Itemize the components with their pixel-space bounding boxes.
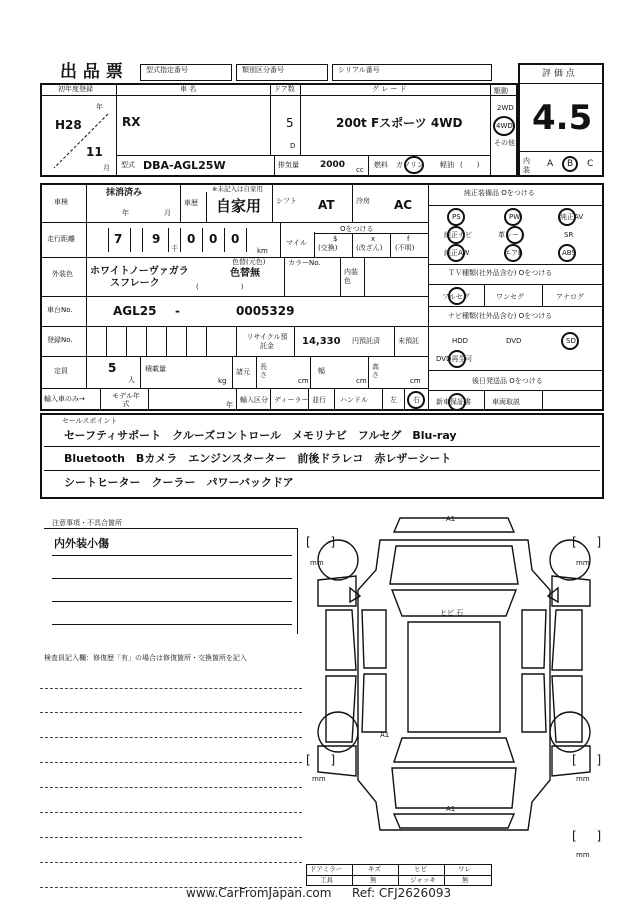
fuel-light-oil: 軽油 [440, 161, 454, 169]
shift-label: シフト [276, 197, 297, 205]
equip-abs: ABS [562, 249, 576, 257]
fuel-paren: ( ) [460, 161, 480, 169]
equip-navi-circle [447, 226, 465, 244]
model-label: 型式 [121, 161, 135, 169]
interior-grade-b-circle [562, 156, 578, 172]
load-label: 積載量 [145, 365, 166, 373]
equip-av: 純正AV [560, 213, 584, 221]
displacement-label: 排気量 [278, 161, 299, 169]
interior-grade-c: C [587, 159, 594, 169]
color-change-value: 色替無 [230, 268, 260, 279]
meter-hint: Oをつける [340, 225, 374, 233]
chassis-label: 車台No. [47, 306, 73, 314]
reg-no-label: 登録No. [47, 336, 73, 344]
color-label: 外装色 [52, 270, 73, 278]
color-no-label: カラーNo. [288, 259, 321, 267]
bracket-rr: [ ] [572, 753, 610, 767]
mileage-digit-5: 0 [231, 232, 240, 246]
model-value: DBA-AGL25W [143, 159, 226, 172]
grade-value: 200t Fスポーツ 4WD [336, 116, 463, 130]
model-year-label: モデル年式 [112, 392, 140, 408]
page-title: 出 品 票 [60, 62, 123, 82]
mm-fr: mm [576, 559, 590, 567]
mileage-digit-4: 0 [209, 232, 218, 246]
height-unit: cm [410, 377, 421, 385]
equip-pw-circle [504, 208, 522, 226]
capacity-value: 5 [108, 361, 117, 375]
first-reg-label: 初年度登録 [58, 85, 93, 93]
fuel-gasoline: ガソリン [396, 161, 424, 169]
model-year-unit: 年 [226, 401, 233, 409]
equip-sr: SR [564, 231, 574, 239]
equip-leather: 革シート [498, 231, 526, 239]
inspector-label: 検査員記入欄：修復歴「有」の場合は修復箇所・交換箇所を記入 [44, 654, 247, 662]
doors-label: ドア数 [274, 85, 295, 93]
meter-x: x [371, 235, 376, 243]
notes-label: 注意事項・不具合箇所 [52, 519, 122, 527]
tv-analog: アナログ [556, 293, 584, 301]
equip-navi: 純正ナビ [444, 231, 472, 239]
tv-oneseg: ワンセグ [496, 293, 524, 301]
mileage-thousand: 千 [171, 245, 178, 253]
color-paren: ( ) [196, 283, 244, 291]
tv-title: ＴＶ種類(社外品含む) Oをつける [448, 269, 553, 277]
sales-label: セールスポイント [62, 417, 118, 425]
left-label: 左 [390, 396, 397, 404]
doors-suffix: D [290, 142, 296, 150]
ac-label: 冷房 [356, 197, 370, 205]
year-value: H28 [55, 118, 82, 132]
color-change-label: 色替(元色) [232, 258, 266, 266]
name-label: 車 名 [180, 85, 197, 93]
equip-ps: PS [452, 213, 461, 221]
equip-ps-circle [447, 208, 465, 226]
dealer-label: ディーラー [274, 396, 309, 404]
drive-4wd: 4WD [496, 122, 513, 130]
genuine-title: 純正装備品 Oをつける [464, 189, 535, 197]
ac-value: AC [394, 198, 413, 212]
legend-scratch: キズ [368, 865, 381, 873]
legend-break: ワレ [458, 865, 471, 873]
meter-tamper: (改ざん) [356, 244, 383, 252]
meter-s: $ [333, 235, 338, 243]
later-title: 後日発送品 Oをつける [472, 377, 543, 385]
recycle-status: 円預託済 [352, 337, 380, 345]
model-cert-label: 型式指定番号 [146, 66, 188, 74]
shaken-month: 月 [164, 209, 171, 217]
interior-grade-b: B [567, 159, 574, 169]
category-label: 類別区分番号 [242, 66, 284, 74]
shaken-label: 車検 [54, 198, 68, 206]
width-unit: cm [356, 377, 367, 385]
month-value: 11 [86, 145, 103, 159]
equip-abs-circle [558, 244, 576, 262]
tv-fullseg-circle [448, 287, 466, 305]
drive-4wd-circle [493, 116, 515, 136]
mm-rr: mm [576, 775, 590, 783]
serial-label: シリアル番号 [338, 66, 380, 74]
fuel-gasoline-circle [404, 156, 424, 174]
grade-label: グ レ ー ド [372, 85, 407, 93]
code-roof: ヒビ 石 [440, 609, 464, 617]
chassis-number: 0005329 [236, 304, 295, 318]
code-rear-bumper: A1 [446, 805, 456, 813]
score-value: 4.5 [532, 98, 593, 138]
sales-line-2: Bluetooth Bカメラ エンジンスターター 前後ドラレコ 赤レザーシート [64, 452, 452, 465]
bracket-spare: [ ] [572, 829, 610, 843]
legend-tools-value: 無 [370, 876, 377, 884]
drive-label: 駆動 [494, 87, 508, 95]
width-label: 幅 [318, 367, 325, 375]
color-value-2: スフレーク [110, 278, 160, 289]
equip-aw: 純正AW [444, 249, 470, 257]
sales-line-1: セーフティサポート クルーズコントロール メモリナビ フルセグ Blu-ray [64, 429, 457, 442]
length-label: 長さ [260, 363, 267, 379]
drive-2wd: 2WD [497, 104, 514, 112]
bracket-rl: [ ] [306, 753, 344, 767]
nav-sd-circle [561, 332, 579, 350]
equip-leather-circle [506, 226, 524, 244]
meter-label: マイル [286, 239, 307, 247]
dvd-play-circle [448, 350, 466, 368]
mileage-digit-2: 9 [152, 232, 161, 246]
notes-line-1: 内外装小傷 [54, 537, 109, 550]
nav-title: ナビ種類(社外品含む) Oをつける [448, 312, 553, 320]
legend-crack: ヒビ [414, 865, 427, 873]
length-unit: cm [298, 377, 309, 385]
name-value: RX [122, 115, 141, 129]
score-label: 評 価 点 [542, 69, 575, 79]
meter-f: f [407, 235, 410, 243]
load-unit: kg [218, 377, 227, 385]
displacement-value: 2000 [320, 160, 346, 170]
history-label: 車歴 [184, 199, 198, 207]
recycle-label: リサイクル預託金 [246, 333, 288, 350]
chassis-prefix: AGL25 [113, 304, 157, 318]
doors-value: 5 [286, 116, 294, 130]
parallel-label: 並行 [312, 396, 326, 404]
interior-grade-a: A [547, 159, 554, 169]
year-label: 年 [96, 103, 103, 111]
fuel-label: 燃料 [374, 161, 388, 169]
height-label: 高さ [372, 363, 379, 379]
mm-rl: mm [312, 775, 326, 783]
tv-fullseg: フルセグ [442, 293, 470, 301]
recycle-value: 14,330 [302, 336, 341, 347]
chassis-dash: - [175, 304, 180, 318]
later-warranty-circle [448, 393, 466, 411]
mileage-label: 走行距離 [47, 235, 75, 243]
mileage-unit: km [257, 247, 268, 255]
steering-label: ハンドル [340, 396, 368, 404]
date-slash [50, 110, 112, 172]
equip-airbag: エアB [504, 249, 523, 257]
recycle-unpaid: 未預託 [398, 337, 419, 345]
meter-unknown: (不明) [395, 244, 415, 252]
shift-value: AT [318, 198, 335, 212]
capacity-label: 定員 [54, 367, 68, 375]
nav-sd: SD [566, 337, 576, 345]
legend-jack-value: 無 [462, 876, 469, 884]
meter-exchange: (交換) [318, 244, 338, 252]
equip-av-circle [558, 208, 576, 226]
history-value: 自家用 [216, 197, 262, 215]
legend-tools: 工具 [320, 876, 333, 884]
watermark-site: www.CarFromJapan.com [186, 886, 332, 900]
import-label: 輸入車のみ→ [44, 395, 85, 403]
code-left-rear: A1 [380, 731, 390, 739]
color-value-1: ホワイトノーヴァガラ [90, 266, 189, 277]
dims-label: 諸元 [236, 368, 250, 376]
import-type-label: 輸入区分 [240, 396, 268, 404]
nav-hdd: HDD [452, 337, 469, 345]
dvd-play: DVD再生可 [436, 355, 473, 363]
bracket-fr: [ ] [572, 535, 610, 549]
mm-fl: mm [310, 559, 324, 567]
equip-pw: PW [509, 213, 521, 221]
shaken-year: 年 [122, 209, 129, 217]
mileage-digit-3: 0 [187, 232, 196, 246]
right-circle [407, 391, 425, 409]
sales-line-3: シートヒーター クーラー パワーバックドア [64, 476, 294, 489]
interior-label: 内装 [523, 157, 530, 174]
watermark-ref: Ref: CFJ2626093 [352, 886, 452, 900]
later-warranty: 新車保証書 [436, 398, 471, 406]
mileage-digit-1: 7 [114, 232, 123, 246]
month-label: 月 [103, 164, 110, 172]
displacement-unit: cc [356, 166, 364, 174]
capacity-unit: 人 [128, 376, 135, 384]
equip-airbag-circle [504, 244, 522, 262]
legend-jack: ジャッキ [410, 876, 436, 884]
equip-aw-circle [447, 244, 465, 262]
right-label: 右 [413, 396, 420, 404]
shaken-status: 抹消済み [106, 188, 143, 198]
code-front-bumper: A1 [446, 515, 456, 523]
legend-mirror: ドアミラー [310, 865, 343, 873]
interior-color-label: 内装色 [344, 268, 358, 285]
bracket-fl: [ ] [306, 535, 344, 549]
car-diagram [300, 510, 620, 860]
mm-spare: mm [576, 851, 590, 859]
nav-dvd: DVD [506, 337, 522, 345]
later-manual: 車両取説 [492, 398, 520, 406]
history-note: ※未記入は自家用 [212, 185, 263, 193]
drive-other: その他 [494, 139, 515, 147]
